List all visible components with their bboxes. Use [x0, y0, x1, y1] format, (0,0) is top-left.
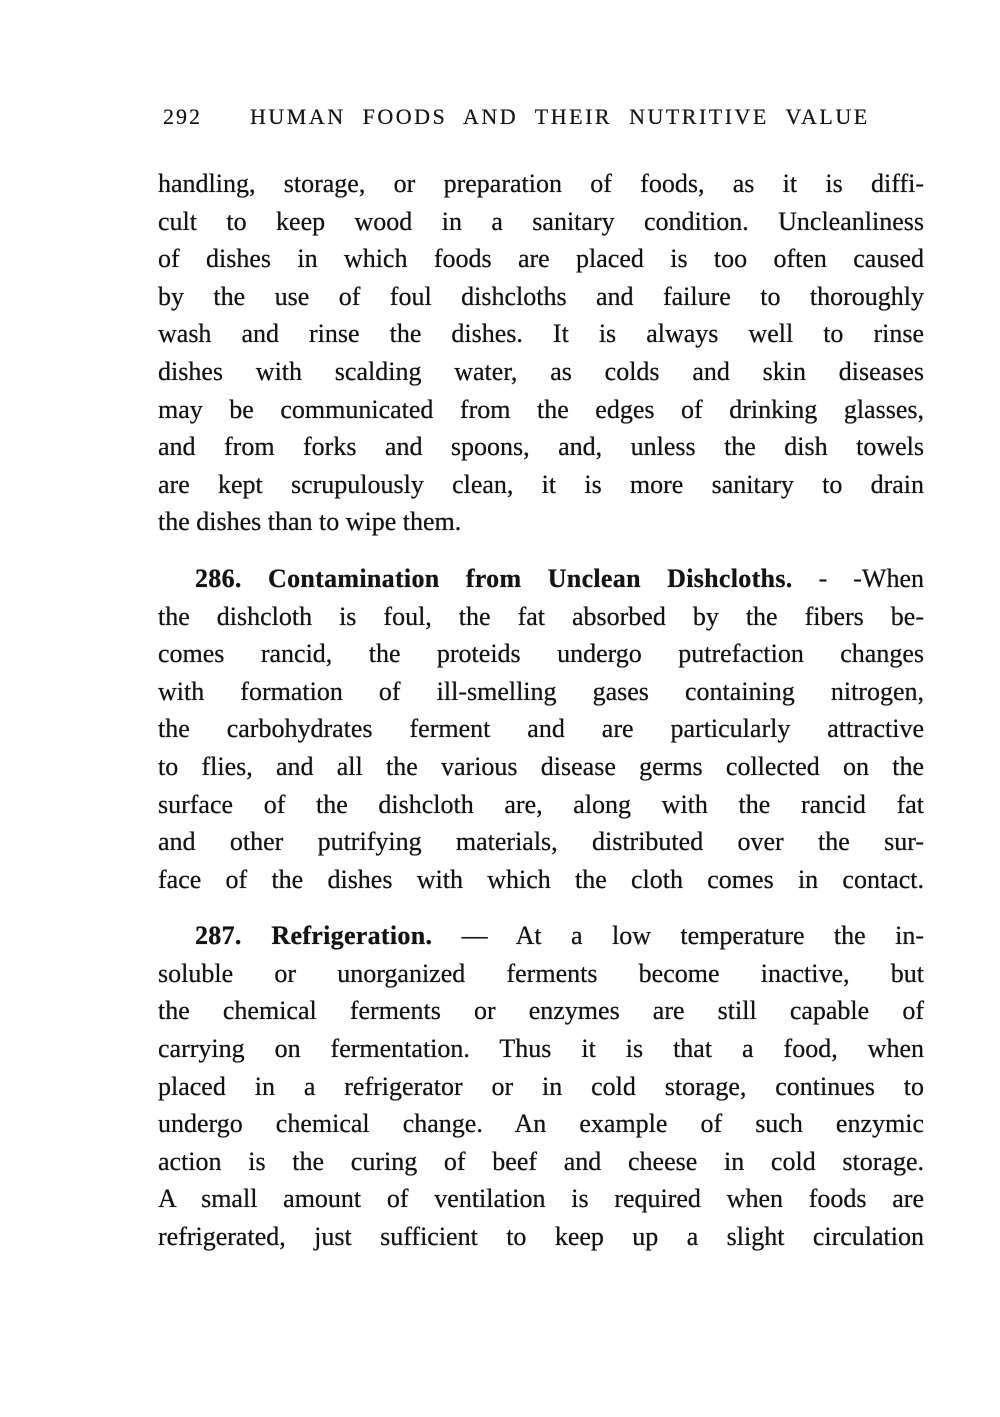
text-line	[158, 917, 924, 955]
text-segment: comes rancid, the proteids undergo putrefaction changes	[158, 639, 924, 669]
text-line	[158, 503, 924, 541]
text-line	[158, 240, 924, 278]
paragraph	[158, 560, 924, 898]
text-segment: the dishes than to wipe them.	[158, 507, 462, 537]
section-heading: 287. Refrigeration.	[195, 921, 433, 951]
text-segment: are kept scrupulously clean, it is more sanitary to drain	[158, 469, 924, 499]
text-segment: face of the dishes with which the cloth comes in contact.	[158, 864, 924, 894]
text-line	[158, 1068, 924, 1106]
text-segment: placed in a refrigerator or in cold storage, continues to	[158, 1071, 924, 1101]
text-segment: may be communicated from the edges of drinking glasses,	[158, 394, 924, 424]
text-segment: dishes with scalding water, as colds and skin diseases	[158, 356, 924, 386]
running-header	[163, 104, 905, 130]
text-line	[158, 1218, 924, 1256]
text-block	[158, 165, 924, 1256]
text-line	[158, 466, 924, 504]
text-line	[158, 315, 924, 353]
text-segment: — At a low temperature the in-	[432, 921, 924, 951]
text-line	[158, 635, 924, 673]
text-segment: and other putrifying materials, distributed over the sur-	[158, 827, 924, 857]
text-line	[158, 673, 924, 711]
running-title: HUMAN FOODS AND THEIR NUTRITIVE VALUE	[250, 104, 870, 129]
text-line	[158, 560, 924, 598]
text-line	[158, 748, 924, 786]
text-line	[158, 1030, 924, 1068]
text-line	[158, 203, 924, 241]
text-segment: to flies, and all the various disease germs collected on the	[158, 751, 924, 781]
text-line	[158, 1180, 924, 1218]
text-segment: refrigerated, just sufficient to keep up a slight circulation	[158, 1222, 924, 1252]
text-line	[158, 710, 924, 748]
text-segment: A small amount of ventilation is required when foods are	[158, 1184, 924, 1214]
text-line	[158, 598, 924, 636]
section-heading: 286. Contamination from Unclean Dishcloths.	[195, 563, 793, 593]
text-line	[158, 823, 924, 861]
text-line	[158, 955, 924, 993]
text-line	[158, 861, 924, 899]
text-segment: action is the curing of beef and cheese in cold storage.	[158, 1146, 924, 1176]
text-line	[158, 278, 924, 316]
text-segment: undergo chemical change. An example of such enzymic	[158, 1109, 924, 1139]
text-line	[158, 786, 924, 824]
text-segment: - -When	[792, 563, 924, 593]
text-line	[158, 165, 924, 203]
text-line	[158, 391, 924, 429]
text-segment: the dishcloth is foul, the fat absorbed by the fibers be-	[158, 601, 924, 631]
text-line	[158, 1105, 924, 1143]
text-line	[158, 353, 924, 391]
text-line	[158, 1143, 924, 1181]
paragraph	[158, 165, 924, 541]
text-segment: by the use of foul dishcloths and failure to thoroughly	[158, 281, 924, 311]
text-segment: and from forks and spoons, and, unless the dish towels	[158, 432, 924, 462]
text-segment: handling, storage, or preparation of foods, as it is diffi-	[158, 169, 924, 198]
text-segment: the carbohydrates ferment and are particularly attractive	[158, 714, 924, 744]
text-segment: cult to keep wood in a sanitary condition. Uncleanliness	[158, 206, 924, 236]
text-segment: carrying on fermentation. Thus it is that a food, when	[158, 1034, 924, 1064]
text-segment: soluble or unorganized ferments become inactive, but	[158, 958, 924, 988]
text-segment: wash and rinse the dishes. It is always well to rinse	[158, 319, 924, 349]
paragraph	[158, 917, 924, 1255]
page-number: 292	[163, 104, 202, 129]
text-segment: with formation of ill-smelling gases containing nitrogen,	[158, 676, 924, 706]
text-segment: the chemical ferments or enzymes are still capable of	[158, 996, 924, 1026]
text-line	[158, 428, 924, 466]
text-segment: of dishes in which foods are placed is too often caused	[158, 244, 924, 274]
text-line	[158, 992, 924, 1030]
text-segment: surface of the dishcloth are, along with the rancid fat	[158, 789, 924, 819]
